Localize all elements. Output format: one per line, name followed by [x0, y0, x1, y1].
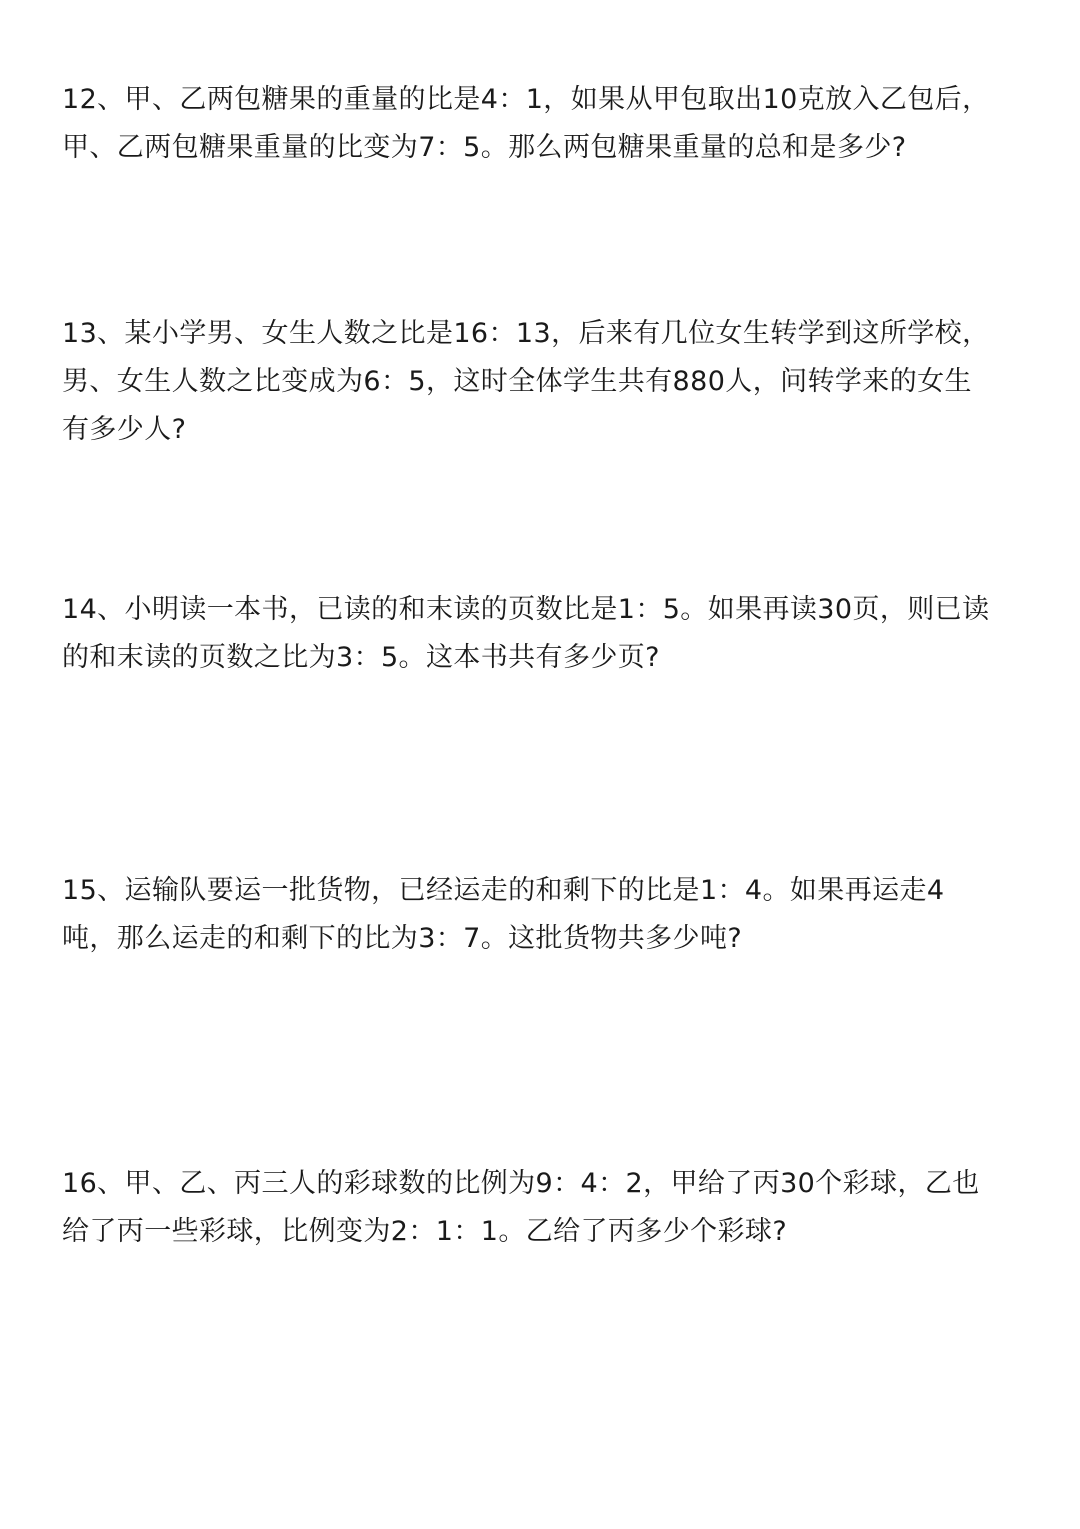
question-13-line-3: 有多少人?: [62, 414, 187, 445]
question-16: [62, 1160, 1037, 1256]
question-12-line-2: 甲、乙两包糖果重量的比变为7：5。那么两包糖果重量的总和是多少?: [62, 132, 907, 163]
question-14-line-1: 14、小明读一本书，已读的和末读的页数比是1：5。如果再读30页，则已读: [62, 594, 990, 625]
question-16-line-2: 给了丙一些彩球，比例变为2：1：1。乙给了丙多少个彩球?: [62, 1216, 788, 1247]
question-13-line-1: 13、某小学男、女生人数之比是16：13，后来有几位女生转学到这所学校，: [62, 318, 990, 349]
question-14-line-2: 的和末读的页数之比为3：5。这本书共有多少页?: [62, 642, 660, 673]
question-15-line-2: 吨，那么运走的和剩下的比为3：7。这批货物共多少吨?: [62, 923, 743, 954]
question-12-line-1: 12、甲、乙两包糖果的重量的比是4：1，如果从甲包取出10克放入乙包后，: [62, 84, 990, 115]
question-16-line-1: 16、甲、乙、丙三人的彩球数的比例为9：4：2，甲给了丙30个彩球，乙也: [62, 1168, 980, 1199]
question-14: [62, 586, 1037, 682]
question-15-line-1: 15、运输队要运一批货物，已经运走的和剩下的比是1：4。如果再运走4: [62, 875, 945, 906]
question-12: [62, 76, 1037, 172]
question-13-line-2: 男、女生人数之比变成为6：5，这时全体学生共有880人，问转学来的女生: [62, 366, 972, 397]
question-15: [62, 867, 1037, 963]
question-13: [62, 310, 1037, 454]
